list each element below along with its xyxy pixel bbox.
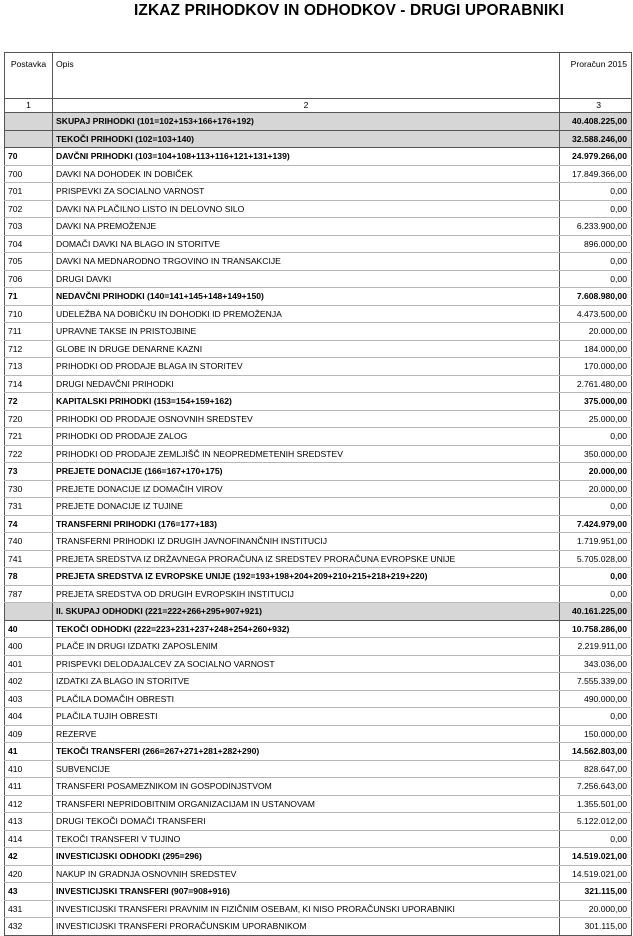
row-value: 2.761.480,00 bbox=[560, 375, 632, 393]
row-description: PREJETE DONACIJE (166=167+170+175) bbox=[53, 463, 560, 481]
row-value: 301.115,00 bbox=[560, 918, 632, 936]
row-description: UPRAVNE TAKSE IN PRISTOJBINE bbox=[53, 323, 560, 341]
row-value: 40.161.225,00 bbox=[560, 603, 632, 621]
row-value: 375.000,00 bbox=[560, 393, 632, 411]
row-description: GLOBE IN DRUGE DENARNE KAZNI bbox=[53, 340, 560, 358]
row-code: 714 bbox=[5, 375, 53, 393]
row-description: DAVKI NA MEDNARODNO TRGOVINO IN TRANSAKCIJE bbox=[53, 253, 560, 271]
row-code: 400 bbox=[5, 638, 53, 656]
row-code: 700 bbox=[5, 165, 53, 183]
row-code: 701 bbox=[5, 183, 53, 201]
table-row bbox=[5, 568, 632, 586]
row-value: 20.000,00 bbox=[560, 323, 632, 341]
row-description: PRISPEVKI DELODAJALCEV ZA SOCIALNO VARNOST bbox=[53, 655, 560, 673]
row-description: DOMAČI DAVKI NA BLAGO IN STORITVE bbox=[53, 235, 560, 253]
row-description: PRIHODKI OD PRODAJE BLAGA IN STORITEV bbox=[53, 358, 560, 376]
table-row bbox=[5, 883, 632, 901]
row-code: 721 bbox=[5, 428, 53, 446]
row-value: 32.588.246,00 bbox=[560, 130, 632, 148]
row-value: 0,00 bbox=[560, 270, 632, 288]
row-description: SUBVENCIJE bbox=[53, 760, 560, 778]
row-description: INVESTICIJSKI TRANSFERI PRORAČUNSKIM UPORABNIKOM bbox=[53, 918, 560, 936]
row-value: 2.219.911,00 bbox=[560, 638, 632, 656]
row-value: 7.555.339,00 bbox=[560, 673, 632, 691]
table-row bbox=[5, 533, 632, 551]
table-row bbox=[5, 270, 632, 288]
row-value: 5.122.012,00 bbox=[560, 813, 632, 831]
row-code: 713 bbox=[5, 358, 53, 376]
row-description: REZERVE bbox=[53, 725, 560, 743]
table-row bbox=[5, 323, 632, 341]
table-row bbox=[5, 393, 632, 411]
row-code: 72 bbox=[5, 393, 53, 411]
row-code: 402 bbox=[5, 673, 53, 691]
row-description: TRANSFERI POSAMEZNIKOM IN GOSPODINJSTVOM bbox=[53, 778, 560, 796]
row-description: DAVČNI PRIHODKI (103=104+108+113+116+121+131+139) bbox=[53, 148, 560, 166]
column-number-1: 1 bbox=[5, 99, 53, 113]
row-description: DAVKI NA PREMOŽENJE bbox=[53, 218, 560, 236]
row-value: 4.473.500,00 bbox=[560, 305, 632, 323]
row-description: PLAČILA TUJIH OBRESTI bbox=[53, 708, 560, 726]
row-value: 184.000,00 bbox=[560, 340, 632, 358]
row-description: PREJETA SREDSTVA OD DRUGIH EVROPSKIH INSTITUCIJ bbox=[53, 585, 560, 603]
column-number-2: 2 bbox=[53, 99, 560, 113]
table-row bbox=[5, 708, 632, 726]
row-value: 0,00 bbox=[560, 183, 632, 201]
table-row bbox=[5, 235, 632, 253]
row-value: 0,00 bbox=[560, 253, 632, 271]
row-value: 490.000,00 bbox=[560, 690, 632, 708]
row-description: TEKOČI ODHODKI (222=223+231+237+248+254+260+932) bbox=[53, 620, 560, 638]
table-row bbox=[5, 900, 632, 918]
row-description: PREJETA SREDSTVA IZ EVROPSKE UNIJE (192=193+198+204+209+210+215+218+219+220) bbox=[53, 568, 560, 586]
row-description: PRIHODKI OD PRODAJE ZEMLJIŠČ IN NEOPREDMETENIH SREDSTEV bbox=[53, 445, 560, 463]
table-row bbox=[5, 463, 632, 481]
table-row bbox=[5, 148, 632, 166]
row-code: 73 bbox=[5, 463, 53, 481]
row-description: DRUGI TEKOČI DOMAČI TRANSFERI bbox=[53, 813, 560, 831]
row-description: TEKOČI PRIHODKI (102=103+140) bbox=[53, 130, 560, 148]
row-value: 0,00 bbox=[560, 708, 632, 726]
column-number-3: 3 bbox=[560, 99, 632, 113]
table-row bbox=[5, 305, 632, 323]
row-description: IZDATKI ZA BLAGO IN STORITVE bbox=[53, 673, 560, 691]
row-code: 411 bbox=[5, 778, 53, 796]
row-description: TRANSFERNI PRIHODKI IZ DRUGIH JAVNOFINANČNIH INSTITUCIJ bbox=[53, 533, 560, 551]
row-description: TEKOČI TRANSFERI V TUJINO bbox=[53, 830, 560, 848]
table-row bbox=[5, 690, 632, 708]
row-code: 78 bbox=[5, 568, 53, 586]
row-value: 25.000,00 bbox=[560, 410, 632, 428]
page-title bbox=[134, 3, 564, 19]
row-code: 70 bbox=[5, 148, 53, 166]
row-value: 0,00 bbox=[560, 498, 632, 516]
row-code: 432 bbox=[5, 918, 53, 936]
table-row bbox=[5, 918, 632, 936]
row-description: KAPITALSKI PRIHODKI (153=154+159+162) bbox=[53, 393, 560, 411]
row-description: TEKOČI TRANSFERI (266=267+271+281+282+290) bbox=[53, 743, 560, 761]
row-value: 7.608.980,00 bbox=[560, 288, 632, 306]
table-row bbox=[5, 743, 632, 761]
header-proracun: Proračun 2015 bbox=[560, 53, 632, 99]
row-value: 0,00 bbox=[560, 568, 632, 586]
row-value: 7.424.979,00 bbox=[560, 515, 632, 533]
table-row bbox=[5, 673, 632, 691]
row-value: 40.408.225,00 bbox=[560, 113, 632, 131]
row-code: 711 bbox=[5, 323, 53, 341]
row-code: 722 bbox=[5, 445, 53, 463]
table-row bbox=[5, 218, 632, 236]
row-code: 413 bbox=[5, 813, 53, 831]
row-code: 410 bbox=[5, 760, 53, 778]
row-value: 24.979.266,00 bbox=[560, 148, 632, 166]
header-postavka: Postavka bbox=[5, 53, 53, 99]
row-description: DRUGI DAVKI bbox=[53, 270, 560, 288]
row-code: 409 bbox=[5, 725, 53, 743]
row-value: 0,00 bbox=[560, 585, 632, 603]
row-code: 702 bbox=[5, 200, 53, 218]
row-description: II. SKUPAJ ODHODKI (221=222+266+295+907+921) bbox=[53, 603, 560, 621]
row-value: 896.000,00 bbox=[560, 235, 632, 253]
table-row bbox=[5, 585, 632, 603]
row-value: 20.000,00 bbox=[560, 480, 632, 498]
row-code: 730 bbox=[5, 480, 53, 498]
row-code bbox=[5, 603, 53, 621]
row-code: 787 bbox=[5, 585, 53, 603]
row-description: PRISPEVKI ZA SOCIALNO VARNOST bbox=[53, 183, 560, 201]
row-code bbox=[5, 113, 53, 131]
budget-table bbox=[4, 52, 632, 936]
row-description: DAVKI NA DOHODEK IN DOBIČEK bbox=[53, 165, 560, 183]
row-code: 731 bbox=[5, 498, 53, 516]
row-code: 414 bbox=[5, 830, 53, 848]
column-number-row bbox=[5, 99, 632, 113]
table-row bbox=[5, 813, 632, 831]
table-row bbox=[5, 778, 632, 796]
table-row bbox=[5, 410, 632, 428]
table-row bbox=[5, 638, 632, 656]
row-description: INVESTICIJSKI ODHODKI (295=296) bbox=[53, 848, 560, 866]
table-row bbox=[5, 358, 632, 376]
table-row bbox=[5, 550, 632, 568]
row-value: 1.719.951,00 bbox=[560, 533, 632, 551]
header-opis: Opis bbox=[53, 53, 560, 99]
table-row bbox=[5, 428, 632, 446]
row-description: PLAČILA DOMAČIH OBRESTI bbox=[53, 690, 560, 708]
row-code: 41 bbox=[5, 743, 53, 761]
row-code: 412 bbox=[5, 795, 53, 813]
table-row bbox=[5, 655, 632, 673]
row-description: PREJETE DONACIJE IZ TUJINE bbox=[53, 498, 560, 516]
row-value: 343.036,00 bbox=[560, 655, 632, 673]
table-row bbox=[5, 620, 632, 638]
row-code: 404 bbox=[5, 708, 53, 726]
row-description: INVESTICIJSKI TRANSFERI (907=908+916) bbox=[53, 883, 560, 901]
table-row bbox=[5, 795, 632, 813]
row-value: 14.519.021,00 bbox=[560, 848, 632, 866]
table-row bbox=[5, 725, 632, 743]
table-row bbox=[5, 165, 632, 183]
table-row bbox=[5, 340, 632, 358]
row-code: 420 bbox=[5, 865, 53, 883]
row-value: 828.647,00 bbox=[560, 760, 632, 778]
row-description: SKUPAJ PRIHODKI (101=102+153+166+176+192) bbox=[53, 113, 560, 131]
table-row bbox=[5, 830, 632, 848]
row-code: 42 bbox=[5, 848, 53, 866]
row-description: NEDAVČNI PRIHODKI (140=141+145+148+149+150) bbox=[53, 288, 560, 306]
table-row bbox=[5, 288, 632, 306]
budget-table-frame bbox=[4, 52, 631, 936]
row-value: 7.256.643,00 bbox=[560, 778, 632, 796]
row-code: 431 bbox=[5, 900, 53, 918]
table-row bbox=[5, 113, 632, 131]
row-code bbox=[5, 130, 53, 148]
row-description: TRANSFERNI PRIHODKI (176=177+183) bbox=[53, 515, 560, 533]
row-description: TRANSFERI NEPRIDOBITNIM ORGANIZACIJAM IN USTANOVAM bbox=[53, 795, 560, 813]
row-code: 71 bbox=[5, 288, 53, 306]
row-code: 710 bbox=[5, 305, 53, 323]
row-value: 5.705.028,00 bbox=[560, 550, 632, 568]
row-code: 704 bbox=[5, 235, 53, 253]
row-value: 17.849.366,00 bbox=[560, 165, 632, 183]
table-row bbox=[5, 200, 632, 218]
row-code: 403 bbox=[5, 690, 53, 708]
table-row bbox=[5, 130, 632, 148]
row-code: 43 bbox=[5, 883, 53, 901]
table-row bbox=[5, 445, 632, 463]
row-value: 20.000,00 bbox=[560, 900, 632, 918]
row-value: 170.000,00 bbox=[560, 358, 632, 376]
row-value: 20.000,00 bbox=[560, 463, 632, 481]
page-title-text: IZKAZ PRIHODKOV IN ODHODKOV - DRUGI UPORABNIKI bbox=[134, 2, 564, 19]
table-header-row bbox=[5, 53, 632, 99]
row-value: 1.355.501,00 bbox=[560, 795, 632, 813]
row-value: 150.000,00 bbox=[560, 725, 632, 743]
row-description: PREJETA SREDSTVA IZ DRŽAVNEGA PRORAČUNA IZ SREDSTEV PRORAČUNA EVROPSKE UNIJE bbox=[53, 550, 560, 568]
row-code: 705 bbox=[5, 253, 53, 271]
row-code: 706 bbox=[5, 270, 53, 288]
row-description: PREJETE DONACIJE IZ DOMAČIH VIROV bbox=[53, 480, 560, 498]
table-row bbox=[5, 498, 632, 516]
row-code: 741 bbox=[5, 550, 53, 568]
row-value: 0,00 bbox=[560, 830, 632, 848]
table-row bbox=[5, 375, 632, 393]
row-description: PRIHODKI OD PRODAJE OSNOVNIH SREDSTEV bbox=[53, 410, 560, 428]
row-description: INVESTICIJSKI TRANSFERI PRAVNIM IN FIZIČNIM OSEBAM, KI NISO PRORAČUNSKI UPORABNIKI bbox=[53, 900, 560, 918]
table-row bbox=[5, 183, 632, 201]
table-body bbox=[5, 113, 632, 936]
row-code: 703 bbox=[5, 218, 53, 236]
row-description: PRIHODKI OD PRODAJE ZALOG bbox=[53, 428, 560, 446]
table-row bbox=[5, 848, 632, 866]
row-value: 6.233.900,00 bbox=[560, 218, 632, 236]
table-row bbox=[5, 760, 632, 778]
row-value: 10.758.286,00 bbox=[560, 620, 632, 638]
row-description: PLAČE IN DRUGI IZDATKI ZAPOSLENIM bbox=[53, 638, 560, 656]
row-code: 740 bbox=[5, 533, 53, 551]
row-description: NAKUP IN GRADNJA OSNOVNIH SREDSTEV bbox=[53, 865, 560, 883]
row-value: 0,00 bbox=[560, 200, 632, 218]
row-description: DRUGI NEDAVČNI PRIHODKI bbox=[53, 375, 560, 393]
table-row bbox=[5, 480, 632, 498]
row-code: 720 bbox=[5, 410, 53, 428]
row-value: 0,00 bbox=[560, 428, 632, 446]
table-row bbox=[5, 515, 632, 533]
row-value: 14.562.803,00 bbox=[560, 743, 632, 761]
row-code: 74 bbox=[5, 515, 53, 533]
row-value: 350.000,00 bbox=[560, 445, 632, 463]
row-code: 712 bbox=[5, 340, 53, 358]
row-code: 40 bbox=[5, 620, 53, 638]
row-value: 321.115,00 bbox=[560, 883, 632, 901]
table-row bbox=[5, 253, 632, 271]
table-row bbox=[5, 865, 632, 883]
row-code: 401 bbox=[5, 655, 53, 673]
row-value: 14.519.021,00 bbox=[560, 865, 632, 883]
row-description: UDELEŽBA NA DOBIČKU IN DOHODKI ID PREMOŽENJA bbox=[53, 305, 560, 323]
table-row bbox=[5, 603, 632, 621]
row-description: DAVKI NA PLAČILNO LISTO IN DELOVNO SILO bbox=[53, 200, 560, 218]
